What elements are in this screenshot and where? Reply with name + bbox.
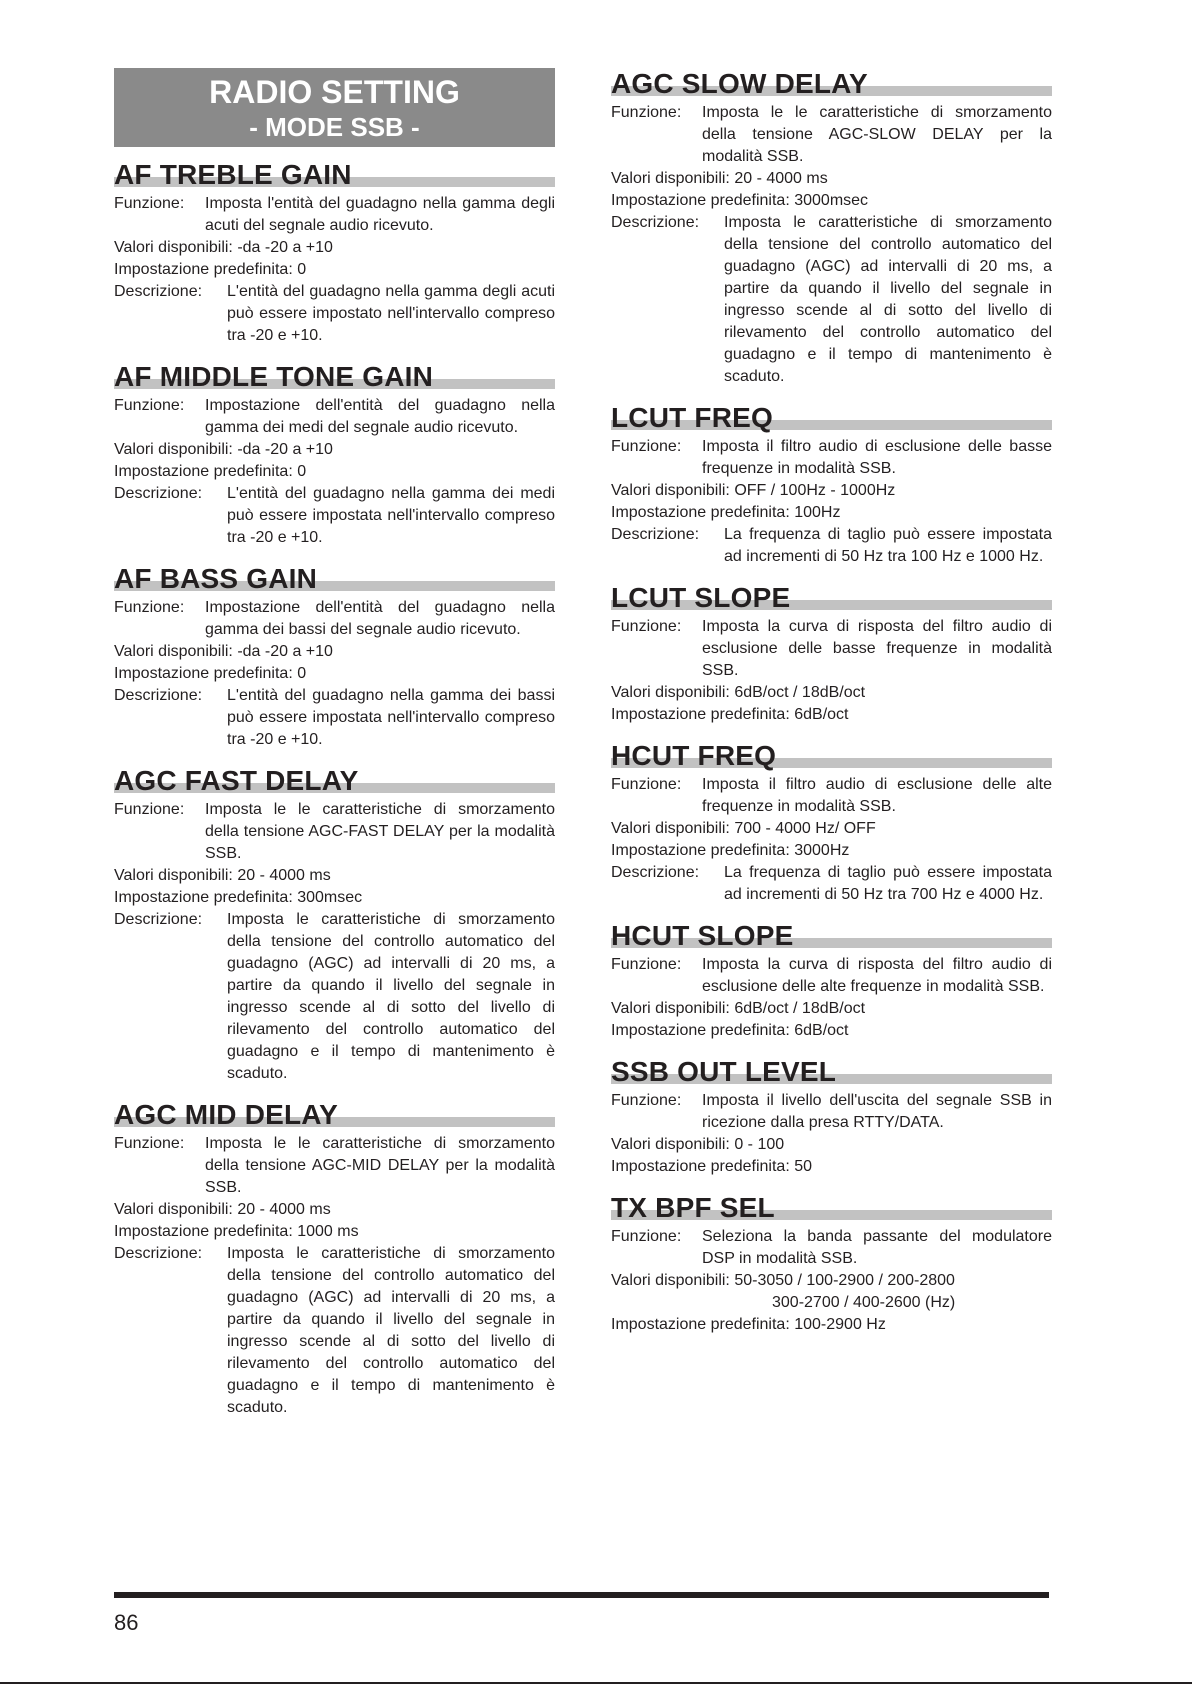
descrizione-row (114, 909, 555, 1085)
section-title: SSB OUT LEVEL (611, 1056, 837, 1087)
left-column (114, 68, 555, 1433)
valori-text: Valori disponibili: 20 - 4000 ms (114, 1201, 331, 1218)
funzione-label: Funzione: (114, 1135, 185, 1152)
left-sections (114, 159, 555, 1419)
funzione-row (114, 799, 555, 865)
section-header (611, 740, 1052, 770)
funzione-row (611, 774, 1052, 818)
predefinita-text: Impostazione predefinita: 3000Hz (611, 842, 850, 859)
funzione-row (611, 436, 1052, 480)
funzione-text: Seleziona la banda passante del modulatore DSP in modalità SSB. (702, 1228, 1052, 1267)
descrizione-text: La frequenza di taglio può essere impostata ad incrementi di 50 Hz tra 700 Hz e 4000 Hz. (724, 864, 1052, 903)
predefinita-text: Impostazione predefinita: 3000msec (611, 192, 869, 209)
predefinita-text: Impostazione predefinita: 6dB/oct (611, 706, 849, 723)
section-header (611, 1056, 1052, 1086)
funzione-label: Funzione: (611, 1092, 682, 1109)
descrizione-row (114, 483, 555, 549)
funzione-row (114, 193, 555, 237)
setting-section (611, 582, 1052, 726)
section-header (114, 361, 555, 391)
funzione-label: Funzione: (611, 104, 682, 121)
funzione-label: Funzione: (114, 397, 185, 414)
section-header (611, 402, 1052, 432)
predefinita-text: Impostazione predefinita: 50 (611, 1158, 813, 1175)
descrizione-text: Imposta le caratteristiche di smorzamento della tensione del controllo automatico del guadagno (AGC) ad intervalli di 20 ms, a partire da quando il livello del segnale in ingresso scende al di sotto del livello di rilevamento del controllo automatico del guadagno e il tempo di mantenimento è scaduto. (227, 911, 555, 1082)
funzione-row (611, 1226, 1052, 1270)
funzione-label: Funzione: (611, 438, 682, 455)
setting-section (114, 1099, 555, 1419)
funzione-text: Impostazione dell'entità del guadagno nella gamma dei bassi del segnale audio ricevuto. (205, 599, 555, 638)
descrizione-text: L'entità del guadagno nella gamma dei medi può essere impostata nell'intervallo compreso tra -20 e +10. (227, 485, 555, 546)
descrizione-label: Descrizione: (114, 911, 203, 928)
funzione-text: Imposta le le caratteristiche di smorzamento della tensione AGC-MID DELAY per la modalità SSB. (205, 1135, 555, 1196)
setting-section (114, 765, 555, 1085)
predefinita-text: Impostazione predefinita: 100Hz (611, 504, 841, 521)
funzione-text: Imposta la curva di risposta del filtro audio di esclusione delle basse frequenze in modalità SSB. (702, 618, 1052, 679)
section-title: LCUT FREQ (611, 402, 774, 433)
descrizione-label: Descrizione: (611, 214, 700, 231)
funzione-text: Imposta la curva di risposta del filtro audio di esclusione delle alte frequenze in modalità SSB. (702, 956, 1052, 995)
valori-text: Valori disponibili: 6dB/oct / 18dB/oct (611, 684, 866, 701)
funzione-text: Impostazione dell'entità del guadagno nella gamma dei medi del segnale audio ricevuto. (205, 397, 555, 436)
descrizione-text: La frequenza di taglio può essere impostata ad incrementi di 50 Hz tra 100 Hz e 1000 Hz. (724, 526, 1052, 565)
valori-text: Valori disponibili: -da -20 a +10 (114, 239, 333, 256)
valori-text: Valori disponibili: -da -20 a +10 (114, 643, 333, 660)
descrizione-text: L'entità del guadagno nella gamma degli acuti può essere impostato nell'intervallo compreso tra -20 e +10. (227, 283, 555, 344)
section-header (611, 68, 1052, 98)
funzione-label: Funzione: (611, 776, 682, 793)
descrizione-label: Descrizione: (611, 526, 700, 543)
section-header (611, 1192, 1052, 1222)
section-title: LCUT SLOPE (611, 582, 791, 613)
descrizione-label: Descrizione: (114, 1245, 203, 1262)
right-sections (611, 68, 1052, 1336)
funzione-label: Funzione: (114, 195, 185, 212)
predefinita-text: Impostazione predefinita: 0 (114, 261, 307, 278)
section-header (611, 582, 1052, 612)
footer-rule (114, 1592, 1049, 1598)
funzione-row (611, 616, 1052, 682)
funzione-text: Imposta l'entità del guadagno nella gamma degli acuti del segnale audio ricevuto. (205, 195, 555, 234)
setting-section (611, 920, 1052, 1042)
funzione-text: Imposta il livello dell'uscita del segnale SSB in ricezione dalla presa RTTY/DATA. (702, 1092, 1052, 1131)
valori-text: Valori disponibili: OFF / 100Hz - 1000Hz (611, 482, 896, 499)
predefinita-text: Impostazione predefinita: 0 (114, 665, 307, 682)
descrizione-text: Imposta le caratteristiche di smorzamento della tensione del controllo automatico del guadagno (AGC) ad intervalli di 20 ms, a partire da quando il livello del segnale in ingresso scende al di sotto del livello di rilevamento del controllo automatico del guadagno e il tempo di mantenimento è scaduto. (227, 1245, 555, 1416)
valori-text: Valori disponibili: 20 - 4000 ms (114, 867, 331, 884)
funzione-label: Funzione: (611, 618, 682, 635)
section-title: AF MIDDLE TONE GAIN (114, 361, 434, 392)
valori-text: Valori disponibili: -da -20 a +10 (114, 441, 333, 458)
page-bottom-edge (0, 1682, 1192, 1684)
descrizione-row (611, 212, 1052, 388)
setting-section (611, 740, 1052, 906)
page-number: 86 (114, 1610, 139, 1635)
descrizione-text: Imposta le caratteristiche di smorzamento della tensione del controllo automatico del guadagno (AGC) ad intervalli di 20 ms, a partire da quando il livello del segnale in ingresso scende al di sotto del livello di rilevamento del controllo automatico del guadagno e il tempo di mantenimento è scaduto. (724, 214, 1052, 385)
descrizione-label: Descrizione: (114, 283, 203, 300)
setting-section (611, 1056, 1052, 1178)
funzione-text: Imposta le le caratteristiche di smorzamento della tensione AGC-FAST DELAY per la modalità SSB. (205, 801, 555, 862)
banner-subtitle: - MODE SSB - (249, 112, 420, 142)
predefinita-text: Impostazione predefinita: 1000 ms (114, 1223, 359, 1240)
descrizione-row (114, 685, 555, 751)
section-title: HCUT FREQ (611, 740, 777, 771)
funzione-row (611, 954, 1052, 998)
descrizione-text: L'entità del guadagno nella gamma dei bassi può essere impostata nell'intervallo compreso tra -20 e +10. (227, 687, 555, 748)
descrizione-row (114, 1243, 555, 1419)
valori-text: Valori disponibili: 700 - 4000 Hz/ OFF (611, 820, 876, 837)
section-header (611, 920, 1052, 950)
setting-section (114, 159, 555, 347)
setting-section (114, 361, 555, 549)
setting-section (611, 402, 1052, 568)
funzione-row (611, 102, 1052, 168)
descrizione-row (114, 281, 555, 347)
setting-section (114, 563, 555, 751)
valori-text: Valori disponibili: 50-3050 / 100-2900 / 200-2800 (611, 1272, 955, 1289)
predefinita-text: Impostazione predefinita: 0 (114, 463, 307, 480)
predefinita-text: Impostazione predefinita: 100-2900 Hz (611, 1316, 886, 1333)
valori-text: Valori disponibili: 20 - 4000 ms (611, 170, 828, 187)
funzione-label: Funzione: (114, 801, 185, 818)
right-column (611, 68, 1052, 1350)
section-title: HCUT SLOPE (611, 920, 794, 951)
valori-text-continued: 300-2700 / 400-2600 (Hz) (772, 1294, 956, 1311)
section-header (114, 765, 555, 795)
descrizione-row (611, 862, 1052, 906)
funzione-text: Imposta il filtro audio di esclusione delle basse frequenze in modalità SSB. (702, 438, 1052, 477)
funzione-label: Funzione: (114, 599, 185, 616)
valori-text: Valori disponibili: 0 - 100 (611, 1136, 785, 1153)
section-title: AF TREBLE GAIN (114, 159, 352, 190)
funzione-text: Imposta il filtro audio di esclusione delle alte frequenze in modalità SSB. (702, 776, 1052, 815)
predefinita-text: Impostazione predefinita: 300msec (114, 889, 363, 906)
section-header (114, 563, 555, 593)
setting-section (611, 68, 1052, 388)
section-title: AGC MID DELAY (114, 1099, 339, 1130)
setting-section (611, 1192, 1052, 1336)
descrizione-label: Descrizione: (114, 687, 203, 704)
funzione-row (114, 597, 555, 641)
section-title: AF BASS GAIN (114, 563, 318, 594)
descrizione-row (611, 524, 1052, 568)
funzione-label: Funzione: (611, 1228, 682, 1245)
mode-banner (114, 68, 555, 147)
section-title: AGC SLOW DELAY (611, 68, 868, 99)
section-title: TX BPF SEL (611, 1192, 775, 1223)
funzione-row (114, 395, 555, 439)
predefinita-text: Impostazione predefinita: 6dB/oct (611, 1022, 849, 1039)
section-title: AGC FAST DELAY (114, 765, 359, 796)
descrizione-label: Descrizione: (114, 485, 203, 502)
funzione-label: Funzione: (611, 956, 682, 973)
funzione-row (611, 1090, 1052, 1134)
descrizione-label: Descrizione: (611, 864, 700, 881)
banner-title: RADIO SETTING (209, 74, 460, 110)
funzione-text: Imposta le le caratteristiche di smorzamento della tensione AGC-SLOW DELAY per la modalità SSB. (702, 104, 1052, 165)
funzione-row (114, 1133, 555, 1199)
valori-text: Valori disponibili: 6dB/oct / 18dB/oct (611, 1000, 866, 1017)
section-header (114, 1099, 555, 1129)
section-header (114, 159, 555, 189)
